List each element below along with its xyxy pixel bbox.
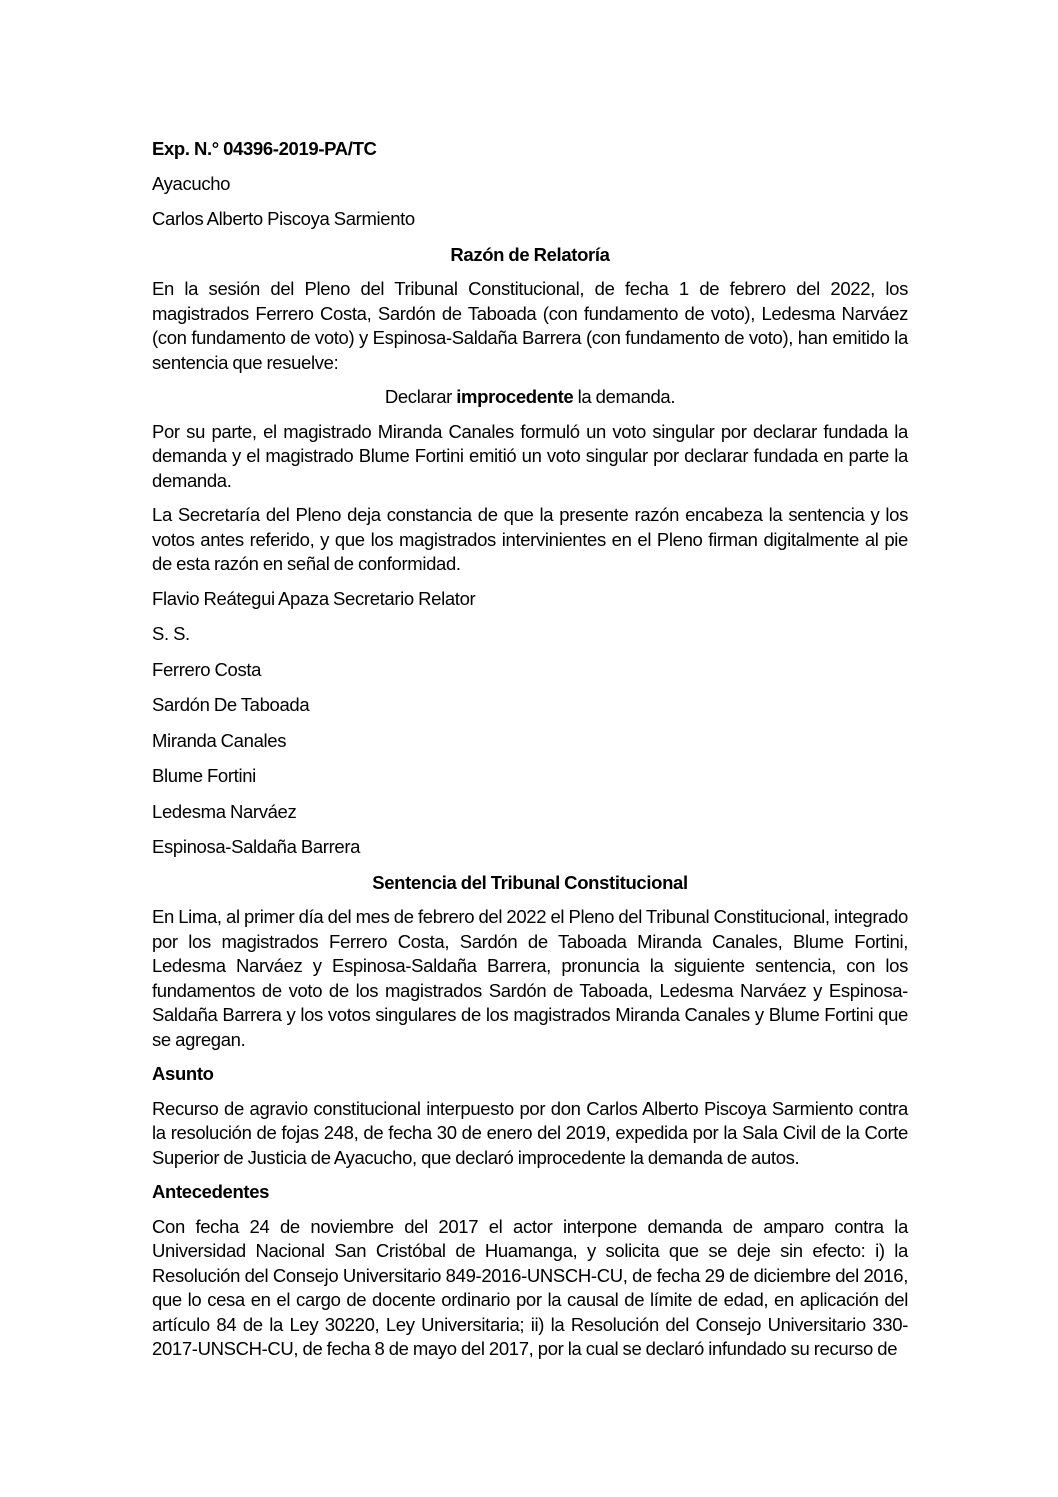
decision-suffix: la demanda.	[573, 386, 676, 407]
antecedentes-heading: Antecedentes	[152, 1181, 270, 1202]
decision-keyword: improcedente	[456, 386, 574, 407]
magistrado-name: Miranda Canales	[152, 729, 287, 751]
document-page	[152, 128, 908, 1362]
razon-paragraph-3: La Secretaría del Pleno deja constancia de que la presente razón encabeza la sentencia y los votos antes referido, y que los magistrados intervinientes en el Pleno firman digitalmente al pie de esta razón en señal de conformidad.	[152, 504, 908, 574]
magistrado-name: Ledesma Narváez	[152, 800, 297, 822]
magistrado-name: Espinosa-Saldaña Barrera	[152, 836, 361, 857]
razon-paragraph-2: Por su parte, el magistrado Miranda Canales formuló un voto singular por declarar fundada la demanda y el magistrado Blume Fortini emitió un voto singular por declarar fundada en parte la demanda.	[152, 420, 908, 491]
jurisdiction: Ayacucho	[152, 172, 231, 194]
magistrado-name: Blume Fortini	[152, 765, 256, 786]
ss-line: S. S.	[152, 623, 190, 644]
antecedentes-paragraph: Con fecha 24 de noviembre del 2017 el actor interpone demanda de amparo contra la Universidad Nacional San Cristóbal de Huamanga, y solicita que se deje sin efecto: i) la Resolución del Consejo Universitario 849-2016-UNSCH-CU, de fecha 29 de diciembre del 2016, que lo cesa en el cargo de docente ordinario por la causal de límite de edad, en aplicación del artículo 84 de la Ley 30220, Ley Universitaria; ii) la Resolución del Consejo Universitario 330-2017-UNSCH-CU, de fecha 8 de mayo del 2017, por la cual se declaró infundado su recurso de	[152, 1215, 908, 1359]
razon-title: Razón de Relatoría	[450, 243, 610, 265]
asunto-heading: Asunto	[152, 1063, 214, 1084]
magistrados-list	[152, 658, 908, 860]
sentencia-intro: En Lima, al primer día del mes de febrero del 2022 el Pleno del Tribunal Constitucional, integrado por los magistrados Ferrero Costa, Sardón de Taboada Miranda Canales, Blume Fortini, Ledesma Narváez y Espinosa-Saldaña Barrera, pronuncia la siguiente sentencia, con los fundamentos de voto de los magistrados Sardón de Taboada, Ledesma Narváez y Espinosa-Saldaña Barrera y los votos singulares de los magistrados Miranda Canales y Blume Fortini que se agregan.	[152, 906, 908, 1050]
magistrado-name: Ferrero Costa	[152, 658, 262, 680]
expediente-number: Exp. N.° 04396-2019-PA/TC	[152, 138, 377, 159]
decision-prefix: Declarar	[384, 386, 457, 407]
asunto-paragraph: Recurso de agravio constitucional interpuesto por don Carlos Alberto Piscoya Sarmiento contra la resolución de fojas 248, de fecha 30 de enero del 2019, expedida por la Sala Civil de la Corte Superior de Justicia de Ayacucho, que declaró improcedente la demanda de autos.	[152, 1097, 908, 1168]
magistrado-name: Sardón De Taboada	[152, 694, 310, 715]
sentencia-title: Sentencia del Tribunal Constitucional	[372, 871, 688, 893]
party-name: Carlos Alberto Piscoya Sarmiento	[152, 208, 415, 229]
decision	[152, 385, 908, 410]
secretario-line: Flavio Reátegui Apaza Secretario Relator	[152, 587, 476, 609]
razon-paragraph-1: En la sesión del Pleno del Tribunal Constitucional, de fecha 1 de febrero del 2022, los magistrados Ferrero Costa, Sardón de Taboada (con fundamento de voto), Ledesma Narváez (con fundamento de voto) y Espinosa-Saldaña Barrera (con fundamento de voto), han emitido la sentencia que resuelve:	[152, 278, 908, 373]
